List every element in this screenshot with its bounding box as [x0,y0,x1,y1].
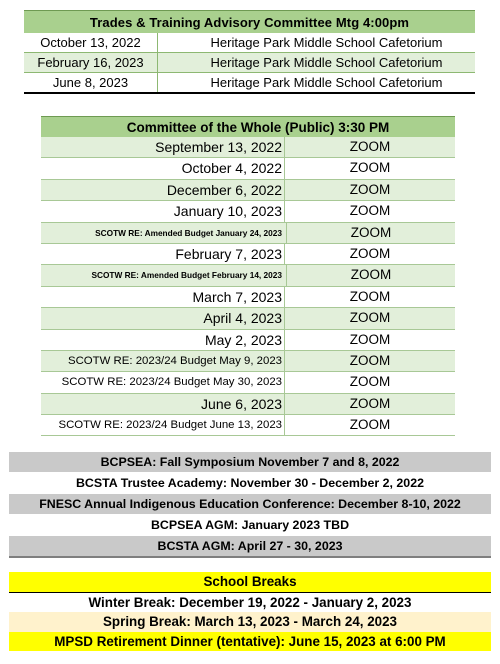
table-row [41,415,455,436]
meeting-location: Heritage Park Middle School Cafetorium [210,55,443,70]
meeting-date: May 2, 2023 [41,330,285,350]
meeting-date: SCOTW RE: Amended Budget January 24, 2023 [41,223,287,243]
school-breaks-title: School Breaks [9,572,491,593]
list-item: BCPSEA AGM: January 2023 TBD [9,515,491,536]
table-row [41,201,455,222]
meeting-location: ZOOM [349,245,391,261]
list-item: Spring Break: March 13, 2023 - March 24, 2023 [9,612,491,632]
meeting-location: ZOOM [350,224,392,240]
table-row [41,137,455,158]
table-row [41,158,455,179]
table-row [41,351,455,372]
meeting-date: January 10, 2023 [41,201,285,221]
meeting-location: ZOOM [349,374,391,390]
list-item: MPSD Retirement Dinner (tentative): June 15, 2023 at 6:00 PM [9,632,491,652]
list-item: FNESC Annual Indigenous Education Conference: December 8-10, 2022 [9,494,491,515]
meeting-date: June 8, 2023 [24,73,158,92]
committee-of-whole-title: Committee of the Whole (Public) 3:30 PM [41,116,455,137]
table-row [41,265,455,286]
meeting-location: ZOOM [349,139,391,154]
meeting-date: October 4, 2022 [41,158,285,178]
meeting-location: ZOOM [350,267,392,283]
trades-committee-table [24,10,475,94]
table-row [41,223,455,244]
meeting-date: December 6, 2022 [41,180,285,200]
meeting-date: SCOTW RE: 2023/24 Budget May 9, 2023 [41,351,285,371]
meeting-location: ZOOM [349,352,391,368]
table-row [41,180,455,201]
events-list [9,452,491,558]
table-row [41,330,455,351]
meeting-location: ZOOM [349,417,391,433]
meeting-location: ZOOM [349,160,391,176]
table-row [24,33,475,53]
meeting-date: April 4, 2023 [41,308,285,328]
meeting-date: March 7, 2023 [41,287,285,307]
meeting-date: SCOTW RE: Amended Budget February 14, 2023 [41,265,287,285]
table-row [41,394,455,415]
table-row [41,287,455,308]
table-row [41,308,455,329]
list-item: BCSTA AGM: April 27 - 30, 2023 [9,536,491,558]
meeting-location: ZOOM [349,203,391,219]
meeting-date: October 13, 2022 [24,33,158,52]
meeting-location: Heritage Park Middle School Cafetorium [210,75,443,90]
meeting-location: ZOOM [349,395,391,411]
trades-committee-title: Trades & Training Advisory Committee Mtg 4:00pm [24,10,475,33]
table-row [41,372,455,393]
meeting-location: ZOOM [349,181,391,197]
list-item: Winter Break: December 19, 2022 - January 2, 2023 [9,593,491,613]
meeting-date: June 6, 2023 [41,394,285,414]
meeting-date: SCOTW RE: 2023/24 Budget May 30, 2023 [41,372,285,392]
meeting-date: September 13, 2022 [41,137,285,157]
meeting-location: Heritage Park Middle School Cafetorium [210,35,443,50]
meeting-location: ZOOM [349,288,391,304]
meeting-location: ZOOM [349,331,391,347]
committee-of-whole-table [41,116,455,436]
meeting-date: February 16, 2023 [24,53,158,72]
meeting-date: February 7, 2023 [41,244,285,264]
school-breaks-list [9,572,491,651]
table-row [41,244,455,265]
table-row [24,73,475,94]
list-item: BCPSEA: Fall Symposium November 7 and 8, 2022 [9,452,491,473]
meeting-date: SCOTW RE: 2023/24 Budget June 13, 2023 [41,415,285,435]
list-item: BCSTA Trustee Academy: November 30 - December 2, 2022 [9,473,491,494]
meeting-location: ZOOM [349,310,391,326]
table-row [24,53,475,73]
